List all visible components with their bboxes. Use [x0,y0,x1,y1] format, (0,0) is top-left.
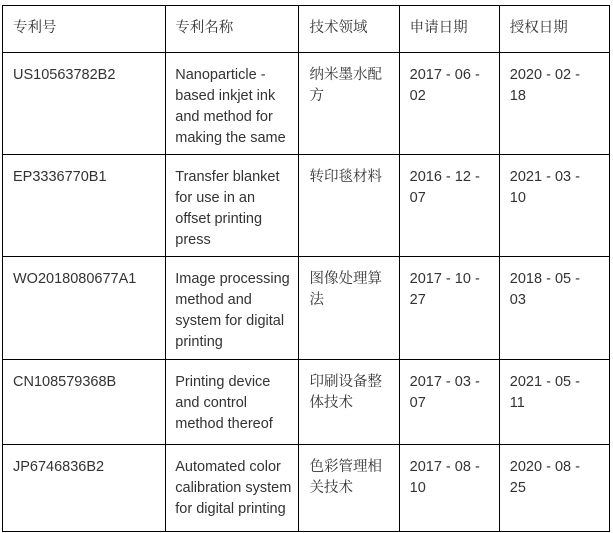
grant-date-cell: 2021 - 03 - 10 [499,155,609,257]
table-row [3,360,610,445]
table-row [3,445,610,532]
patent-number-cell: US10563782B2 [3,53,166,155]
patent-table-header [3,6,610,53]
header-filing-date: 申请日期 [399,6,499,53]
patent-number-cell: CN108579368B [3,360,166,445]
patent-table [2,5,610,532]
tech-field-cell: 印刷设备整体技术 [299,360,399,445]
tech-field-cell: 色彩管理相关技术 [299,445,399,532]
table-row [3,155,610,257]
filing-date-cell: 2017 - 06 - 02 [399,53,499,155]
filing-date-cell: 2017 - 03 - 07 [399,360,499,445]
tech-field-cell: 图像处理算法 [299,257,399,360]
patent-number-cell: EP3336770B1 [3,155,166,257]
header-tech-field: 技术领域 [299,6,399,53]
patent-title-cell: Printing device and control method thereof [166,360,299,445]
patent-table-body [3,53,610,532]
tech-field-cell: 纳米墨水配方 [299,53,399,155]
grant-date-cell: 2020 - 02 - 18 [499,53,609,155]
header-patent-number: 专利号 [3,6,166,53]
patent-title-cell: Transfer blanket for use in an offset printing press [166,155,299,257]
tech-field-cell: 转印毯材料 [299,155,399,257]
header-patent-title: 专利名称 [166,6,299,53]
patent-number-cell: JP6746836B2 [3,445,166,532]
header-row [3,6,610,53]
patent-number-cell: WO2018080677A1 [3,257,166,360]
grant-date-cell: 2020 - 08 - 25 [499,445,609,532]
grant-date-cell: 2018 - 05 - 03 [499,257,609,360]
patent-title-cell: Image processing method and system for digital printing [166,257,299,360]
patent-title-cell: Nanoparticle - based inkjet ink and method for making the same [166,53,299,155]
filing-date-cell: 2017 - 10 - 27 [399,257,499,360]
filing-date-cell: 2017 - 08 - 10 [399,445,499,532]
grant-date-cell: 2021 - 05 - 11 [499,360,609,445]
table-row [3,53,610,155]
filing-date-cell: 2016 - 12 - 07 [399,155,499,257]
patent-title-cell: Automated color calibration system for digital printing [166,445,299,532]
table-row [3,257,610,360]
header-grant-date: 授权日期 [499,6,609,53]
